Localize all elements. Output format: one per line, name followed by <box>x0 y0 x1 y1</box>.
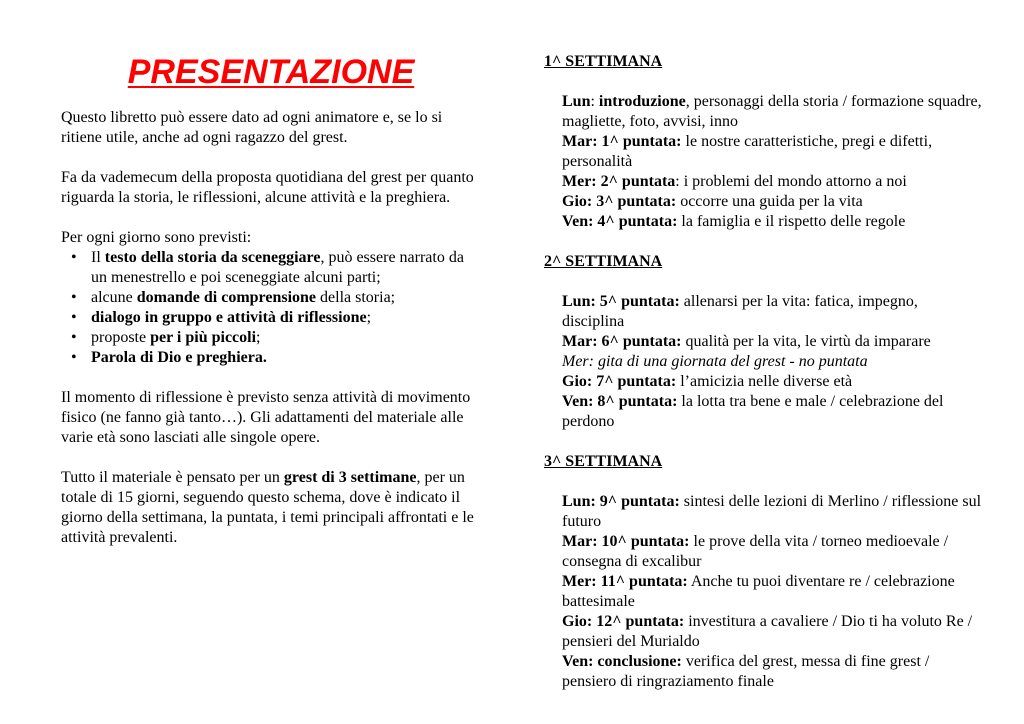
schedule-day-note: Mer: gita di una giornata del grest - no puntata <box>562 353 868 370</box>
schedule-day: Gio: 3^ puntata: occorre una guida per la vita <box>562 193 863 210</box>
intro-paragraph-1: Questo libretto può essere dato ad ogni animatore e, se lo si ritiene utile, anche ad ogni ragazzo del grest. <box>61 109 443 146</box>
list-item: • alcune domande di comprensione della storia; <box>91 288 481 308</box>
intro-paragraph-4: Il momento di riflessione è previsto senza attività di movimento fisico (ne fanno già tanto…). Gli adattamenti del materiale alle varie età sono lasciati alle singole opere. <box>61 389 471 446</box>
list-item: • proposte per i più piccoli; <box>91 328 481 348</box>
right-column <box>544 52 984 712</box>
schedule-day: Ven: conclusione: verifica del grest, messa di fine grest / pensiero di ringraziamento finale <box>562 653 930 690</box>
schedule-day: Mer: 11^ puntata: Anche tu puoi diventare re / celebrazione battesimale <box>562 573 955 610</box>
schedule-day: Mar: 10^ puntata: le prove della vita / torneo medioevale / consegna di excalibur <box>562 533 949 570</box>
schedule-day: Ven: 4^ puntata: la famiglia e il rispetto delle regole <box>562 213 906 230</box>
week-3-heading: 3^ SETTIMANA <box>544 453 663 470</box>
week-3-schedule <box>544 492 984 692</box>
week-1-schedule <box>544 92 984 232</box>
list-item: • Parola di Dio e preghiera. <box>91 348 481 368</box>
intro-paragraph-2: Fa da vademecum della proposta quotidiana del grest per quanto riguarda la storia, le riflessioni, alcune attività e la preghiera. <box>61 169 474 206</box>
week-2-schedule <box>544 292 984 432</box>
week-1-heading: 1^ SETTIMANA <box>544 53 663 70</box>
schedule-day: Gio: 7^ puntata: l’amicizia nelle diverse età <box>562 373 853 390</box>
schedule-day: Mar: 6^ puntata: qualità per la vita, le virtù da imparare <box>562 333 931 350</box>
page-title: PRESENTAZIONE <box>127 53 415 91</box>
schedule-day: Ven: 8^ puntata: la lotta tra bene e male / celebrazione del perdono <box>562 393 944 430</box>
list-item: • Il testo della storia da sceneggiare, può essere narrato da un menestrello e poi sceneggiate alcuni parti; <box>91 248 481 288</box>
schedule-day: Lun: introduzione, personaggi della storia / formazione squadre, magliette, foto, avvisi, inno <box>562 93 982 130</box>
schedule-day: Mer: 2^ puntata: i problemi del mondo attorno a noi <box>562 173 907 190</box>
week-2-heading: 2^ SETTIMANA <box>544 253 663 270</box>
list-item: • dialogo in gruppo e attività di riflessione; <box>91 308 481 328</box>
daily-contents-list <box>61 248 481 368</box>
schedule-day: Mar: 1^ puntata: le nostre caratteristiche, pregi e difetti, personalità <box>562 133 933 170</box>
left-column <box>61 52 481 568</box>
schedule-day: Lun: 9^ puntata: sintesi delle lezioni di Merlino / riflessione sul futuro <box>562 493 982 530</box>
schedule-day: Lun: 5^ puntata: allenarsi per la vita: fatica, impegno, disciplina <box>562 293 918 330</box>
intro-paragraph-3: Per ogni giorno sono previsti: <box>61 229 252 246</box>
schedule-day: Gio: 12^ puntata: investitura a cavaliere / Dio ti ha voluto Re / pensieri del Murialdo <box>562 613 973 650</box>
intro-paragraph-5: Tutto il materiale è pensato per un grest di 3 settimane, per un totale di 15 giorni, seguendo questo schema, dove è indicato il giorno della settimana, la puntata, i temi principali affrontati e le attività prevalenti. <box>61 469 474 546</box>
